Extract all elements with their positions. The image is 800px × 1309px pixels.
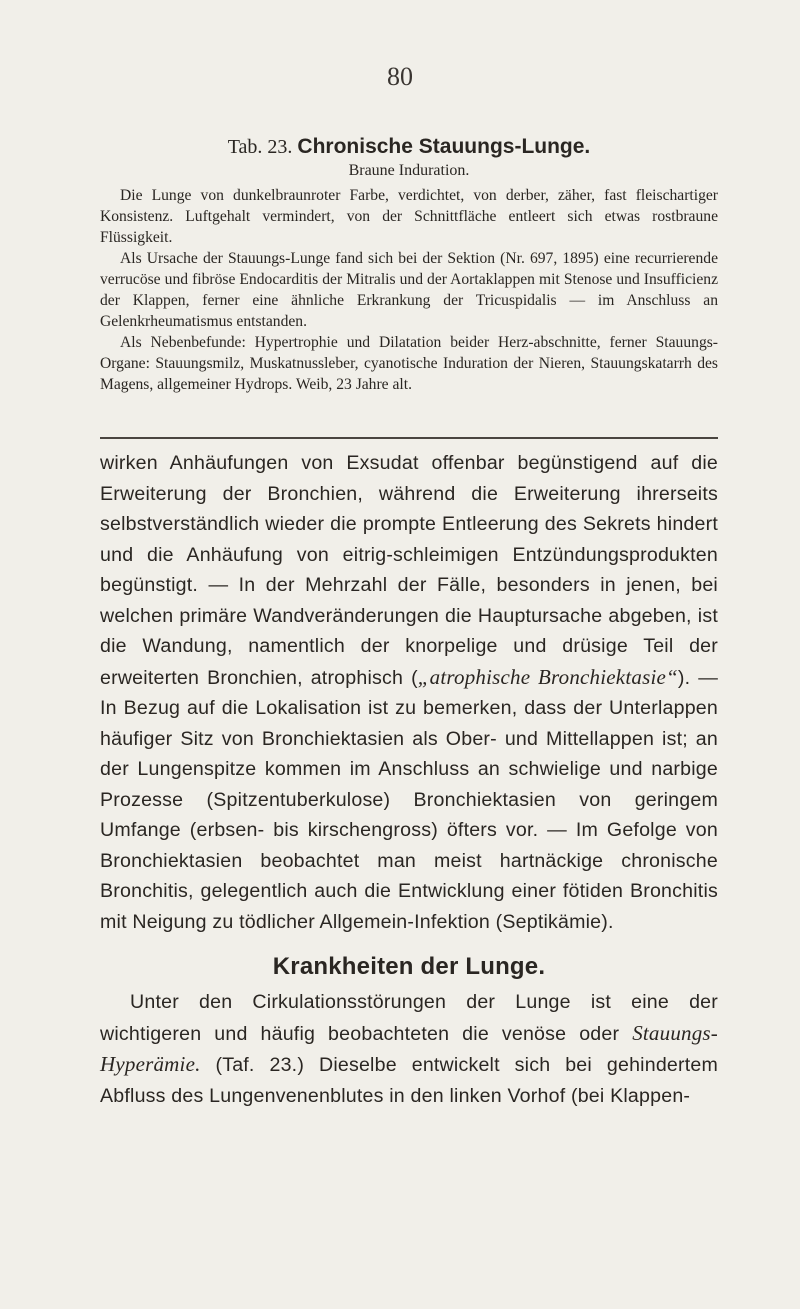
caption-paragraph-2: Als Ursache der Stauungs-Lunge fand sich bei der Sektion (Nr. 697, 1895) eine recurrierende verrucöse und fibröse Endocarditis der Mitralis und der Aortaklappen mit Stenose und Insufficienz der Klappen, ferner eine ähnliche Erkrankung der Tricuspidalis — im Anschluss an Gelenkrheumatismus entstanden.: [100, 250, 718, 330]
body-paragraph-1: [100, 448, 718, 937]
caption-title: Chronische Stauungs-Lunge.: [297, 135, 591, 158]
caption-paragraph-3: Als Nebenbefunde: Hypertrophie und Dilatation beider Herz-abschnitte, ferner Stauungs-Organe: Stauungsmilz, Muskatnussleber, cyanotische Induration der Nieren, Stauungskatarrh des Magens, allgemeiner Hydrops. Weib, 23 Jahre alt.: [100, 334, 718, 393]
caption-paragraph-1: Die Lunge von dunkelbraunroter Farbe, verdichtet, von derber, zäher, fast fleischartiger Konsistenz. Luftgehalt vermindert, von der Schnittfläche entleert sich etwas rostbraune Flüssigkeit.: [100, 187, 718, 246]
caption-divider: [100, 437, 718, 439]
caption-subtitle: Braune Induration.: [348, 162, 470, 179]
term-atrophische-bronchiektasie: „atrophische Bronchiektasie“: [417, 664, 678, 689]
plate-caption: [100, 135, 718, 395]
body-paragraph-2-start: Unter den Cirkulationsstörungen der Lunge ist eine der wichtigeren und häufig beobachteten die venöse oder: [100, 991, 718, 1045]
section-heading: Krankheiten der Lunge.: [272, 953, 546, 980]
caption-title-line: [100, 135, 718, 159]
term-stauungs-hyperaemie: Stauungs-Hyperämie.: [100, 1020, 718, 1076]
plate-number: Tab. 23.: [227, 136, 293, 158]
main-text: [100, 448, 718, 1111]
caption-body: [100, 185, 718, 395]
body-paragraph-1-start: wirken Anhäufungen von Exsudat offenbar begünstigend auf die Erweiterung der Bronchien, während die Erweiterung ihrerseits selbstverständlich wieder die prompte Entleerung des Sekrets hindert und die Anhäufung von eitrig-schleimigen Entzündungsprodukten begünstigt. — In der Mehrzahl der Fälle, besonders in jenen, bei welchen primäre Wandveränderungen die Hauptursache abgeben, ist die Wandung, namentlich der knorpelige und drüsige Teil der erweiterten Bronchien, atrophisch (: [100, 452, 718, 689]
body-paragraph-2: [100, 987, 718, 1111]
page-number: 80: [387, 62, 413, 91]
body-paragraph-2-end: (Taf. 23.) Dieselbe entwickelt sich bei gehindertem Abfluss des Lungenvenenblutes in den linken Vorhof (bei Klappen-: [100, 1054, 718, 1107]
body-paragraph-1-end: ). — In Bezug auf die Lokalisation ist zu bemerken, dass der Unterlappen häufiger Sitz von Bronchiektasien als Ober- und Mittellappen ist; an der Lungenspitze kommen im Anschluss an schwielige und narbige Prozesse (Spitzentuberkulose) Bronchiektasien von geringem Umfange (erbsen- bis kirschengross) öfters vor. — Im Gefolge von Bronchiektasien beobachtet man meist hartnäckige chronische Bronchitis, gelegentlich auch die Entwicklung einer fötiden Bronchitis mit Neigung zu tödlicher Allgemein-Infektion (Septikämie).: [100, 666, 718, 933]
